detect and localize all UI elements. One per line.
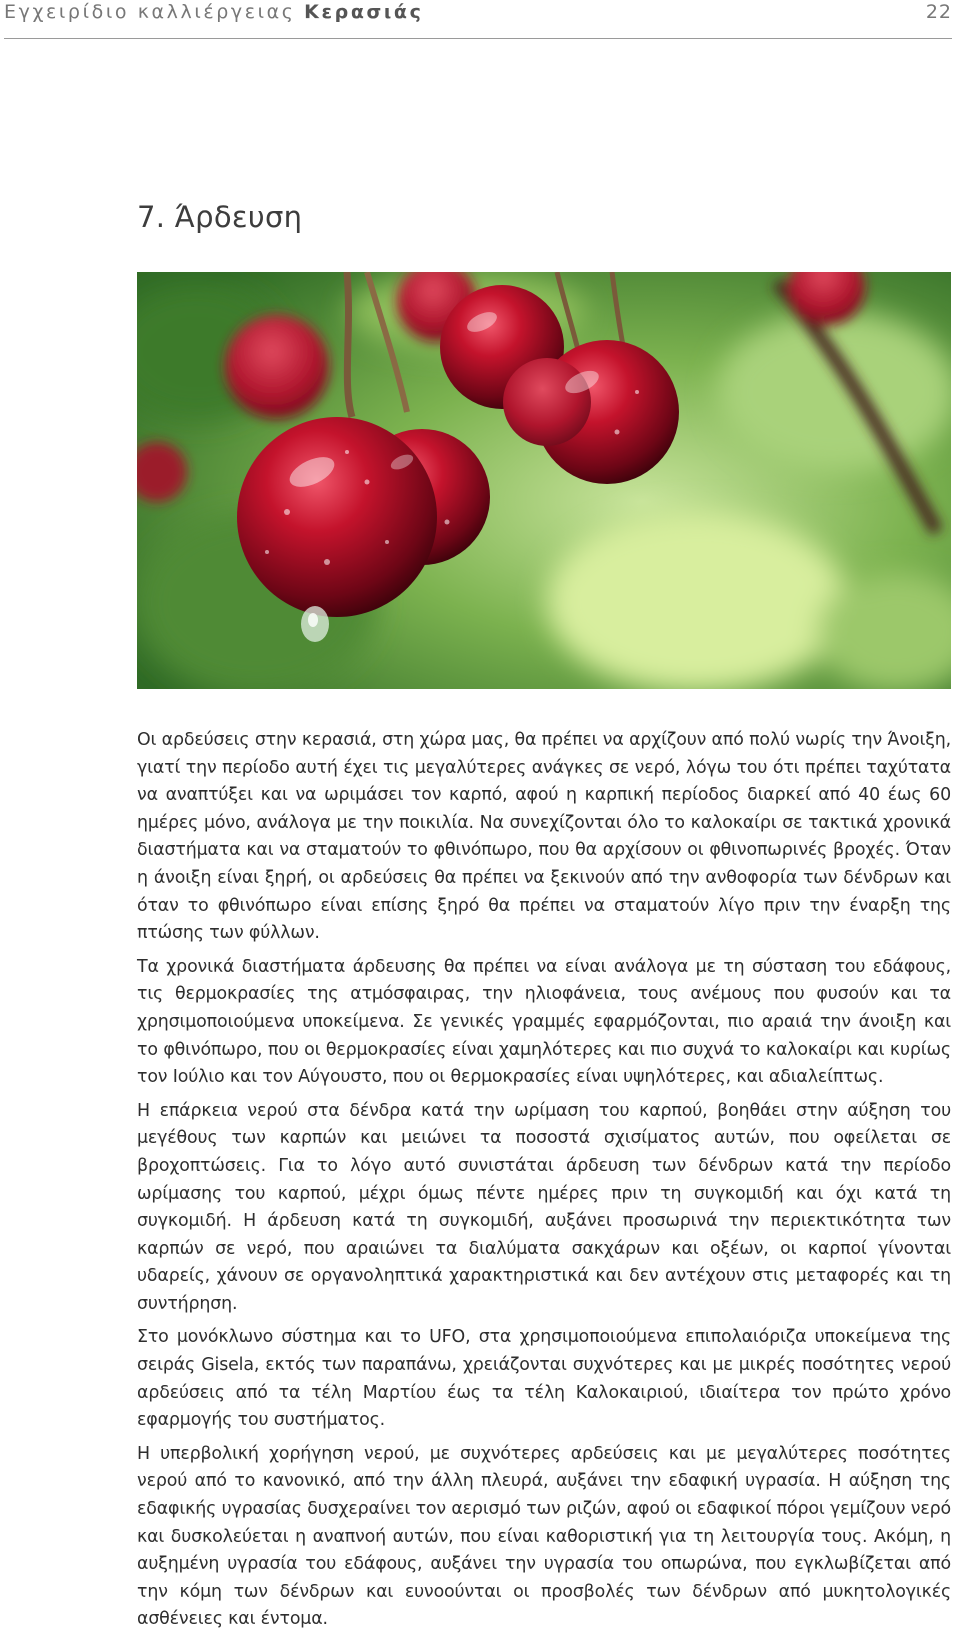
cherries-illustration: [137, 272, 951, 689]
paragraph: Οι αρδεύσεις στην κερασιά, στη χώρα μας, θα πρέπει να αρχίζουν από πολύ νωρίς την Άνοιξη, γιατί την περίοδο αυτή έχει τις μεγαλύτερες ανάγκες σε νερό, λόγω του ότι πρέπει ταχύτατα να αναπτύξει και να ωριμάσει τον καρπό, αφού η καρπική περίοδος διαρκεί από 40 έως 60 ημέρες μόνο, ανάλογα με την ποικιλία. Να συνεχίζονται όλο το καλοκαίρι σε τακτικά χρονικά διαστήματα και να σταματούν το φθινόπωρο, που θα αρχίσουν οι φθινοπωρινές βροχές. Όταν η άνοιξη είναι ξηρή, οι αρδεύσεις θα πρέπει να ξεκινούν από την ανθοφορία των δένδρων και όταν το φθινόπωρο είναι επίσης ξηρό θα πρέπει να σταματούν λίγο πριν την έναρξη της πτώσης των φύλλων.: [137, 730, 951, 944]
body-text: [137, 727, 951, 1640]
page-number: 22: [925, 1, 952, 23]
section-title: 7. Άρδευση: [137, 200, 303, 234]
running-title: [4, 1, 423, 23]
paragraph: Στο μονόκλωνο σύστημα και το UFO, στα χρησιμοποιούμενα επιπολαιόριζα υποκείμενα της σειράς Gisela, εκτός των παραπάνω, χρειάζονται συχνότερες και με μικρές ποσότητες νερού αρδεύσεις από τα τέλη Μαρτίου έως τα τέλη Καλοκαιριού, ιδιαίτερα τον πρώτο χρόνο εφαρμογής του συστήματος.: [137, 1327, 951, 1431]
cherries-photo: [137, 272, 951, 689]
paragraph: Η επάρκεια νερού στα δένδρα κατά την ωρίμαση του καρπού, βοηθάει στην αύξηση του μεγέθους των καρπών και μειώνει τα ποσοστά σχισίματος αυτών, που οφείλεται σε βροχοπτώσεις. Για το λόγο αυτό συνιστάται άρδευση των δένδρων κατά την περίοδο ωρίμασης του καρπού, μέχρι όμως πέντε ημέρες πριν τη συγκομιδή και όχι κατά τη συγκομιδή. Η άρδευση κατά τη συγκομιδή, αυξάνει προσωρινά την περιεκτικότητα των καρπών σε νερό, που αραιώνει τα διαλύματα σακχάρων και οξέων, οι καρποί γίνονται υδαρείς, χάνουν σε οργανοληπτικά χαρακτηριστικά και δεν αντέχουν στις μεταφορές και τη συντήρηση.: [137, 1100, 951, 1314]
running-title-subject: Κερασιάς: [304, 1, 424, 23]
running-title-prefix: Εγχειρίδιο καλλιέργειας: [4, 1, 296, 23]
paragraph: Τα χρονικά διαστήματα άρδευσης θα πρέπει να είναι ανάλογα με τη σύσταση του εδάφους, τις θερμοκρασίες της ατμόσφαιρας, την ηλιοφάνεια, τους ανέμους που φυσούν και τα χρησιμοποιούμενα υποκείμενα. Σε γενικές γραμμές εφαρμόζονται, πιο αραιά την άνοιξη και το φθινόπωρο, που οι θερμοκρασίες είναι χαμηλότερες και πιο συχνά το καλοκαίρι και κυρίως τον Ιούλιο και τον Αύγουστο, που οι θερμοκρασίες είναι υψηλότερες, και αδιαλείπτως.: [137, 956, 951, 1088]
running-header: [4, 0, 952, 39]
paragraph: Η υπερβολική χορήγηση νερού, με συχνότερες αρδεύσεις και με μεγαλύτερες ποσότητες νερού από το κανονικό, από την άλλη πλευρά, αυξάνει την εδαφική υγρασία. Η αύξηση της εδαφικής υγρασίας δυσχεραίνει τον αερισμό των ριζών, αφού οι εδαφικοί πόροι γεμίζουν νερό και δυσκολεύεται η αναπνοή αυτών, που είναι καθοριστική για τη λειτουργία τους. Ακόμη, η αυξημένη υγρασία του εδάφους, αυξάνει την υγρασία του οπωρώνα, που εγκλωβίζεται από την κόμη των δένδρων και ευνοούνται οι προσβολές των δένδρων από μυκητολογικές ασθένειες και έντομα.: [137, 1443, 951, 1630]
